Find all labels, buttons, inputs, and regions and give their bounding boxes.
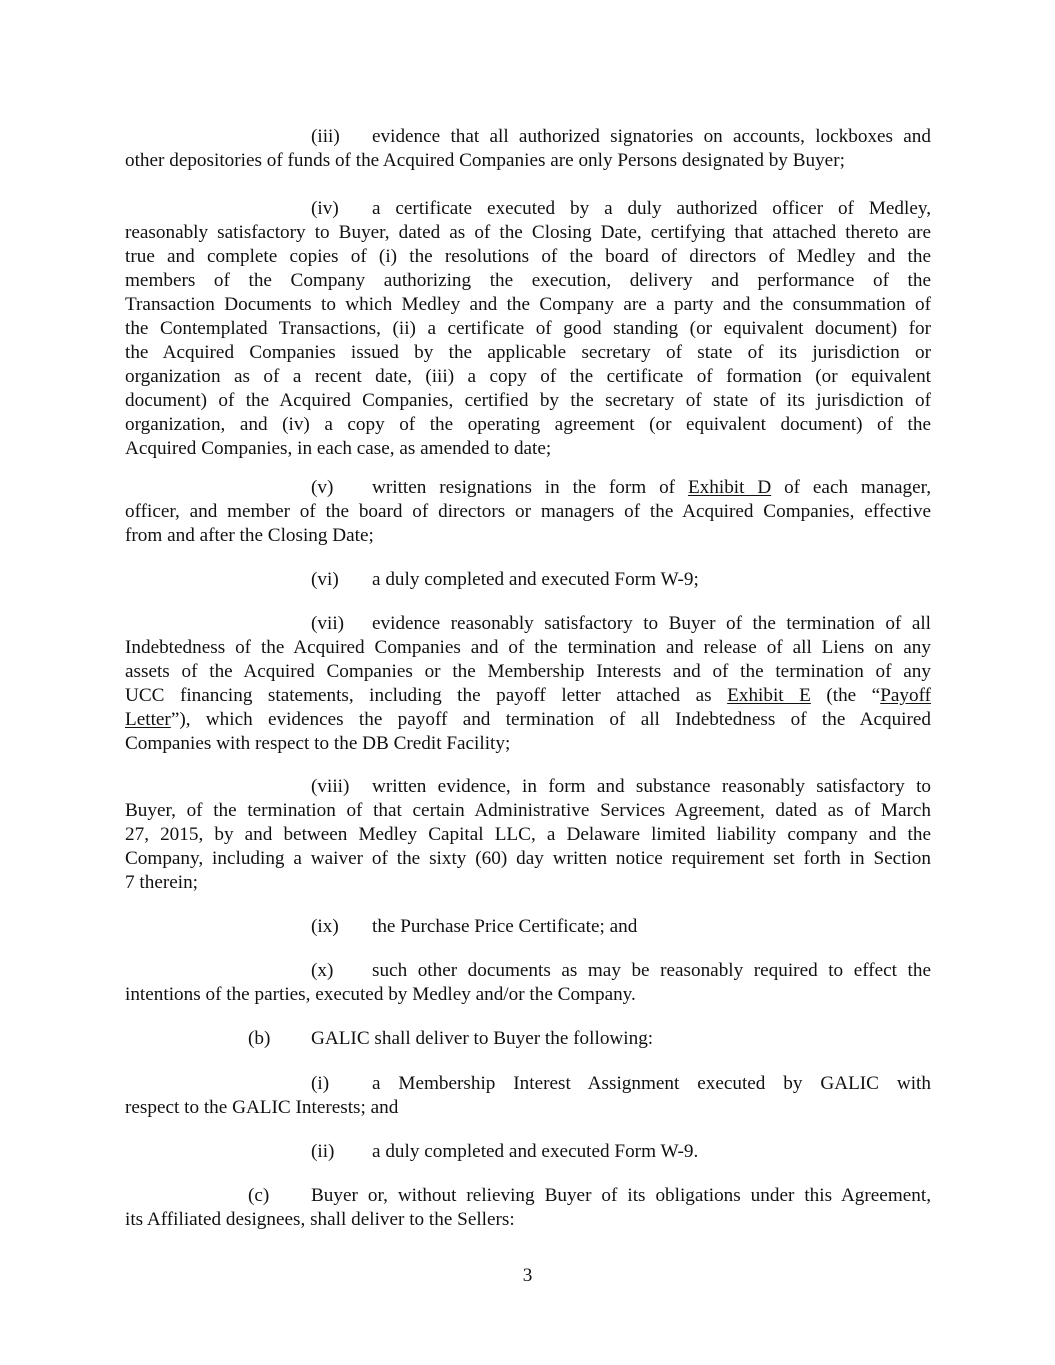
clause-line: from and after the Closing Date; [125, 525, 374, 546]
section-label: (b) [248, 1028, 271, 1049]
clause-first-line: evidence that all authorized signatories on accounts, lockboxes and [372, 126, 931, 147]
clause-first-line: the Purchase Price Certificate; and [372, 916, 638, 937]
clause-text: UCC financing statements, including the payoff letter attached as [125, 685, 712, 706]
clause-text: of each manager, [784, 477, 931, 498]
clause-first-line: a Membership Interest Assignment executed by GALIC with [372, 1073, 931, 1094]
clause-line: assets of the Acquired Companies or the Membership Interests and of the termination of any [125, 661, 931, 682]
clause-first-line: written evidence, in form and substance reasonably satisfactory to [372, 776, 931, 797]
section-label: (c) [248, 1185, 270, 1206]
clause-line: officer, and member of the board of directors or managers of the Acquired Companies, effective [125, 501, 931, 522]
clause-line: Buyer, of the termination of that certain Administrative Services Agreement, dated as of March [125, 800, 931, 821]
clause-first-line: a duly completed and executed Form W-9. [372, 1141, 699, 1162]
clause-label: (iv) [311, 198, 339, 219]
clause-line: Companies with respect to the DB Credit Facility; [125, 733, 511, 754]
clause-line: reasonably satisfactory to Buyer, dated as of the Closing Date, certifying that attached thereto are [125, 222, 931, 243]
clause-first-line: such other documents as may be reasonably required to effect the [372, 960, 931, 981]
clause-line: respect to the GALIC Interests; and [125, 1097, 399, 1118]
clause-line: Company, including a waiver of the sixty (60) day written notice requirement set forth in Section [125, 848, 931, 869]
clause-line: organization, and (iv) a copy of the operating agreement (or equivalent document) of the [125, 414, 931, 435]
clause-line: document) of the Acquired Companies, certified by the secretary of state of its jurisdiction of [125, 390, 931, 411]
clause-label: (v) [311, 477, 334, 498]
clause-line: 27, 2015, by and between Medley Capital LLC, a Delaware limited liability company and the [125, 824, 931, 845]
clause-line: members of the Company authorizing the execution, delivery and performance of the [125, 270, 931, 291]
clause-line: Transaction Documents to which Medley and the Company are a party and the consummation of [125, 294, 931, 315]
exhibit-e-link[interactable]: Exhibit E [727, 685, 811, 706]
clause-line: the Acquired Companies issued by the applicable secretary of state of its jurisdiction or [125, 342, 931, 363]
section-line: its Affiliated designees, shall deliver to the Sellers: [125, 1209, 515, 1230]
clause-first-line: evidence reasonably satisfactory to Buyer of the termination of all [372, 613, 931, 634]
clause-label: (vii) [311, 613, 345, 634]
clause-text: written resignations in the form of [372, 477, 676, 498]
clause-text: ”), which evidences the payoff and termination of all Indebtedness of the Acquired [170, 709, 931, 730]
exhibit-d-link[interactable]: Exhibit D [687, 477, 772, 498]
page-number: 3 [522, 1265, 533, 1286]
clause-line [125, 684, 931, 708]
clause-label: (viii) [311, 776, 350, 797]
clause-label: (i) [311, 1073, 330, 1094]
clause-line [125, 708, 931, 732]
section-first-line: Buyer or, without relieving Buyer of its obligations under this Agreement, [311, 1185, 931, 1206]
clause-line: other depositories of funds of the Acquired Companies are only Persons designated by Buyer; [125, 150, 845, 171]
clause-text: (the “Payoff [826, 685, 931, 706]
clause-line: intentions of the parties, executed by Medley and/or the Company. [125, 984, 636, 1005]
clause-line: 7 therein; [125, 872, 198, 893]
clause-line: organization as of a recent date, (iii) a copy of the certificate of formation (or equivalent [125, 366, 931, 387]
clause-line: Acquired Companies, in each case, as amended to date; [125, 438, 552, 459]
clause-label: (iii) [311, 126, 340, 147]
clause-first-line [372, 476, 931, 500]
clause-label: (ii) [311, 1141, 335, 1162]
payoff-letter-term: Payoff [880, 685, 931, 706]
clause-first-line: a certificate executed by a duly authorized officer of Medley, [372, 198, 931, 219]
clause-label: (ix) [311, 916, 339, 937]
clause-line: Indebtedness of the Acquired Companies and of the termination and release of all Liens on any [125, 637, 931, 658]
clause-first-line: a duly completed and executed Form W-9; [372, 569, 699, 590]
clause-line: the Contemplated Transactions, (ii) a certificate of good standing (or equivalent document) for [125, 318, 931, 339]
clause-line: true and complete copies of (i) the resolutions of the board of directors of Medley and the [125, 246, 931, 267]
clause-label: (x) [311, 960, 334, 981]
clause-label: (vi) [311, 569, 339, 590]
payoff-letter-term: Letter [125, 709, 171, 730]
section-text: GALIC shall deliver to Buyer the following: [311, 1028, 654, 1049]
